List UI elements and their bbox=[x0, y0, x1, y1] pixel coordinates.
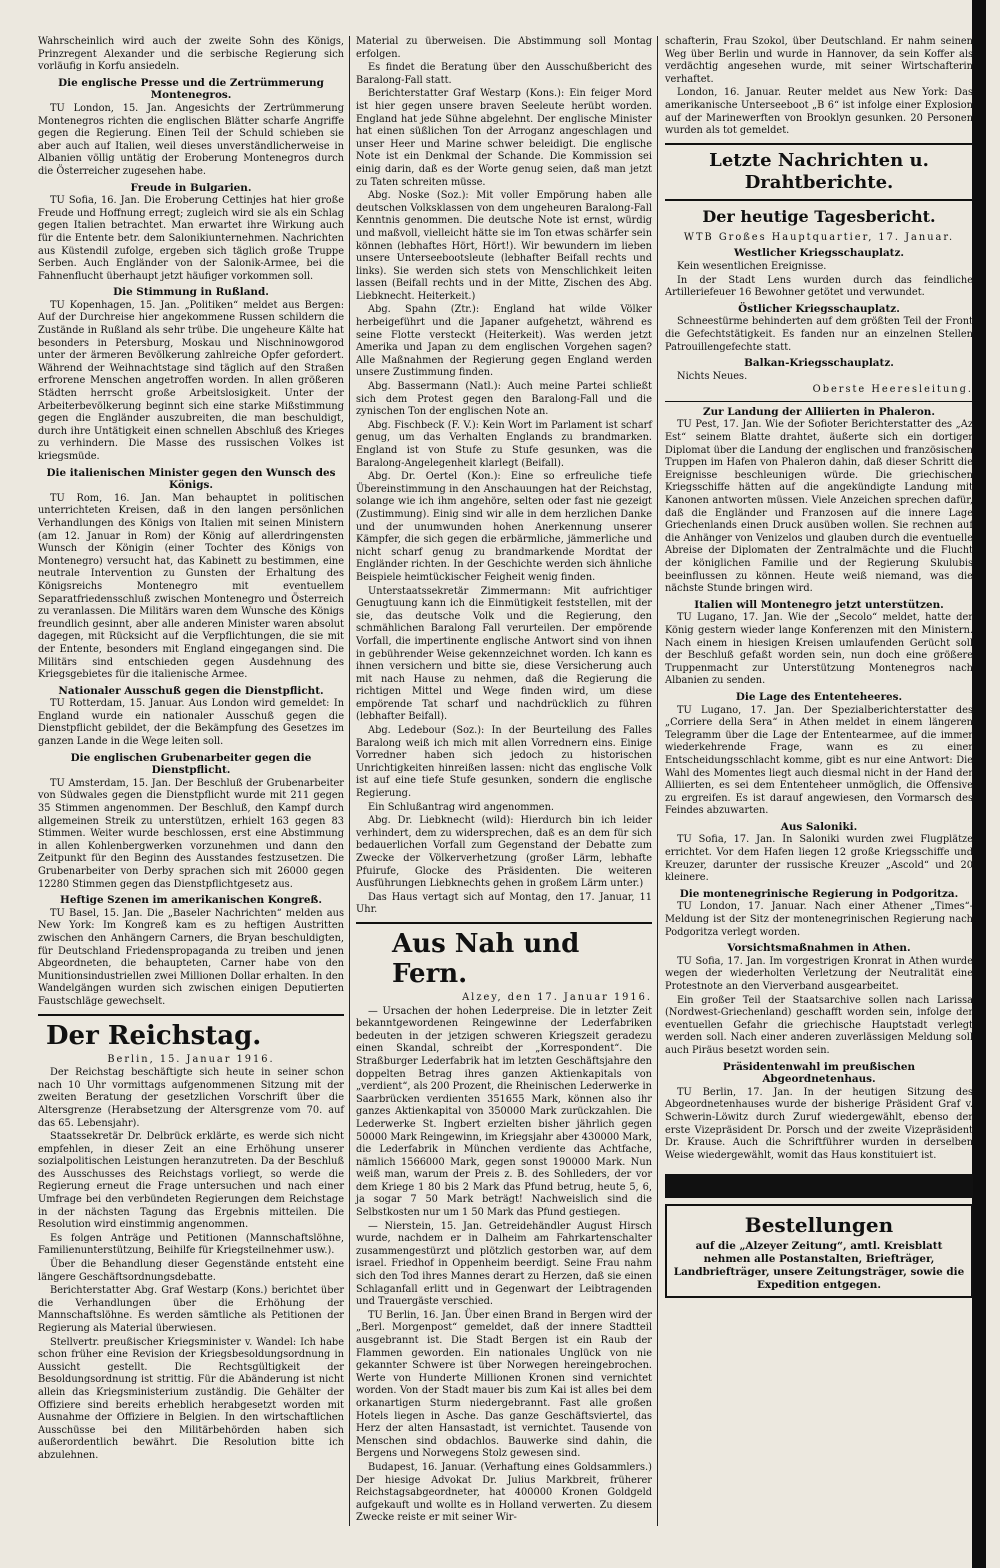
headline: Die Stimmung in Rußland. bbox=[113, 286, 269, 299]
article-text: Über die Behandlung dieser Gegenstände entsteht eine längere Geschäftsordnungsdebatte. bbox=[38, 1259, 344, 1283]
article-text: Abg. Dr. Liebknecht (wild): Hierdurch bin ich leider verhindert, dem zu widersprechen, daß es an dem für sich bedauerlichen Vorfall zum Gegenstand der Debatte zum Zwecke der Völkerverhetzung (großer Lärm, lebhafte Pfuirufe, Glocke des Präsidenten. Die weiteren Ausführungen Liebknechts gehen in großem Lärm unter.) bbox=[356, 815, 652, 890]
article-text: Stellvertr. preußischer Kriegsminister v. Wandel: Ich habe schon früher eine Revision der Kriegsbesoldungsordnung in Aussicht gestellt. Die Rechtsgültigkeit der Besoldungsordnung ist strittig. Für die Abänderung ist nicht allein das Kriegsministerium zuständig. Die Gehälter der Offiziere sind bereits erheblich herabgesetzt worden mit Ausnahme der Offiziere in Belgien. In den wirtschaftlichen Ausschüsse bei den Militärbehörden haben sich außerordentlich bewährt. Die Resolution bitte ich abzulehnen. bbox=[38, 1336, 344, 1461]
article-text: TU Sofia, 17. Jan. Im vorgestrigen Kronrat in Athen wurde wegen der wiederholten Verletzung der Neutralität eine Protestnote an den Vierverband ausgearbeitet. bbox=[665, 955, 973, 992]
article-text: Unterstaatssekretär Zimmermann: Mit aufrichtiger Genugtuung kann ich die Einmütigkeit feststellen, mit der sie, das deutsche Volk und die Regierung, den schmählichen Baralong Fall verurteilen. Der empörende Vorfall, die impertinente englische Antwort sind von ihnen in gebührender Weise gekennzeichnet worden. Ich kann es ihnen versichern und bitte sie, diese Versicherung auch mit nach Hause zu nehmen, daß die Regierung die richtigen Mittel und Wege finden wird, um diese empörende Tat scharf und nachdrücklich zu führen (lebhafter Beifall). bbox=[356, 585, 652, 723]
article-text: — Nierstein, 15. Jan. Getreidehändler August Hirsch wurde, nachdem er in Dalheim am Fahrkartenschalter zusammengestürzt und plötzlich gestorben war, auf dem israel. Friedhof in Oppenheim beerdigt. Seine Frau nahm sich den Tod ihres Mannes derart zu Herzen, daß sie einen Schlaganfall erlitt und in Gegenwart der Leibtragenden und Trauergäste verschied. bbox=[356, 1220, 652, 1308]
article-text: Der Reichstag beschäftigte sich heute in seiner schon nach 10 Uhr vormittags aufgenommenen Sitzung mit der zweiten Beratung der gesetzlichen Vorschrift über die Altersgrenze (Herabsetzung der Altersgrenze vom 70. auf das 65. Lebensjahr). bbox=[38, 1067, 344, 1129]
headline: Die Lage des Ententeheeres. bbox=[735, 690, 903, 703]
section-title-tagesbericht: Der heutige Tagesbericht. bbox=[702, 206, 936, 226]
section-divider bbox=[665, 199, 973, 201]
headline: Aus Saloniki. bbox=[780, 820, 858, 833]
article-text: — Ursachen der hohen Lederpreise. Die in letzter Zeit bekanntgewordenen Reingewinne der Lederfabriken bedeuten in der jetzigen schweren Kriegszeit geradezu einen Skandal, schreibt der „Korrespondent“. Die Straßburger Lederfabrik hat im letzten Geschäftsjahre den doppelten Betrag ihres ganzen Aktienkapitals von „verdient“, als 200 Prozent, die Rheinischen Lederwerke in Saarbrücken verdienten 351655 Mark, können also ihr ganzes Aktienkapital von 350000 Mark zurückzahlen. Die Lederwerke St. Ingbert erzielten bisher jährlich gegen 50000 Mark Reingewinn, im Kriegsjahr aber 430000 Mark, die Lederfabrik in München verdiente das Achtfache, nämlich 1566000 Mark, gegen sonst 190000 Mark. Nun weiß man, warum der Preis z. B. des Sohlleders, der vor dem Kriege 1 80 bis 2 Mark das Pfund betrug, heute 5, 6, ja sogar 7 50 Mark beträgt! Nachweislich sind die Selbstkosten nur um 1 50 Mark das Pfund gestiegen. bbox=[356, 1005, 652, 1219]
headline: Freude in Bulgarien. bbox=[130, 181, 252, 194]
section-divider bbox=[665, 401, 973, 402]
article-text: TU Berlin, 17. Jan. In der heutigen Sitzung des Abgeordnetenhauses wurde der bisherige Präsident Graf v. Schwerin-Löwitz durch Zuruf wiedergewählt, ebenso der erste Vizepräsident Dr. Porsch und der zweite Vizepräsident Dr. Krause. Auch die Schriftführer wurden in derselben Weise wiedergewählt, womit das Haus konstituiert ist. bbox=[665, 1086, 973, 1161]
page-edge bbox=[972, 0, 986, 1568]
article-text: Es folgen Anträge und Petitionen (Mannschaftslöhne, Familienunterstützung, Beihilfe für Kriegsteilnehmer usw.). bbox=[38, 1232, 344, 1257]
article-text: TU Pest, 17. Jan. Wie der Sofioter Berichterstatter des „Az Est“ seinem Blatte drahtet, äußerte sich ein dortiger Diplomat über die Landung der englischen und französischen Truppen im Hafen von Phaleron dahin, daß dieser Schritt die Ereignisse beschleunigen würde. Die griechischen Kriegsschiffe hätten auf die angekündigte Landung mit Kanonen antworten müssen. Viele Anzeichen sprechen dafür, daß die Engländer und Franzosen auf die innere Lage Griechenlands einen Druck ausüben wollen. Sie rechnen auf die Anhänger von Venizelos und glauben durch die eventuelle Abreise der Diplomaten der Zentralmächte und die Flucht der königlichen Familie und der Regierung Skulubis beeinflussen zu können. Heute weiß niemand, was die nächste Stunde bringen wird. bbox=[665, 419, 973, 595]
section-divider bbox=[356, 922, 652, 924]
article-text: Berichterstatter Graf Westarp (Kons.): Ein feiger Mord ist hier gegen unsere braven Seeleute herübt worden. England hat jede Sühne abgelehnt. Der englische Minister hat einen süßlichen Ton der Arroganz angeschlagen und unser Heer und Marine schwer beleidigt. Die englische Note ist ein Denkmal der Schande. Die Kommission sei einig darin, daß es der Worte genug seien, daß man jetzt zu Taten schreiten müsse. bbox=[356, 88, 652, 188]
article-text: TU Rotterdam, 15. Januar. Aus London wird gemeldet: In England wurde ein nationaler Ausschuß gegen die Dienstpflicht gebildet, der die Bekämpfung des Gesetzes im ganzen Lande in die Wege leiten soll. bbox=[38, 698, 344, 748]
headline: Die montenegrinische Regierung in Podgoritza. bbox=[679, 887, 959, 900]
column-middle bbox=[356, 36, 652, 1526]
article-text: In der Stadt Lens wurden durch das feindliche Artilleriefeuer 16 Bewohner getötet und verwundet. bbox=[665, 274, 973, 299]
dateline: Berlin, 15. Januar 1916. bbox=[107, 1053, 275, 1065]
dateline: Alzey, den 17. Januar 1916. bbox=[462, 991, 652, 1003]
column-left bbox=[38, 36, 344, 1464]
article-text: TU Amsterdam, 15. Jan. Der Beschluß der Grubenarbeiter von Südwales gegen die Dienstpflicht wurde mit 211 gegen 35 Stimmen angenommen. Der Beschluß, den Kampf durch allgemeinen Streik zu unterstützen, erhielt 163 gegen 83 Stimmen. Weiter wurde beschlossen, erst eine Abstimmung in allen Kohlenbergwerken vorzunehmen und dann den Zeitpunkt für den Beginn des Ausstandes festzusetzen. Die Grubenarbeiter von Derby sprachen sich mit 26000 gegen 12280 Stimmen gegen das Dienstpflichtgesetz aus. bbox=[38, 777, 344, 890]
article-text: Abg. Noske (Soz.): Mit voller Empörung haben alle deutschen Volksklassen von dem ungeheuren Baralong-Fall Kenntnis genommen. Die deutsche Note ist ernst, würdig und maßvoll, vielleicht hätte sie im Ton etwas schärfer sein können (lebhaftes Hört, Hört!). Wir bewundern im lieben unsere Unterseebootsleute (lebhafter Beifall rechts und links). Sie werden sich stets von Menschlichkeit leiten lassen (Beifall rechts und in der Mitte, Zischen des Abg. Liebknecht. Heiterkeit.) bbox=[356, 190, 652, 302]
article-text: Es findet die Beratung über den Ausschußbericht des Baralong-Fall statt. bbox=[356, 62, 652, 86]
headline: Präsidentenwahl im preußischen Abgeordnetenhaus. bbox=[722, 1060, 916, 1086]
article-text: TU Lugano, 17. Jan. Wie der „Secolo“ meldet, hatte der König gestern wieder lange Konferenzen mit den Ministern. Nach einem in hiesigen Kreisen umlaufenden Gerücht soll der Beschluß gefaßt worden sein, nun doch eine größere Truppenmacht zur Unterstützung Montenegros nach Albanien zu senden. bbox=[665, 612, 973, 687]
column-rule bbox=[349, 36, 350, 1526]
article-text: schafterin, Frau Szokol, über Deutschland. Er nahm seinen Weg über Berlin und wurde in Hannover, da sein Koffer als verdächtig angesehen wurde, mit seiner Wirtschafterin verhaftet. bbox=[665, 36, 973, 85]
article-text: Budapest, 16. Januar. (Verhaftung eines Goldsammlers.) Der hiesige Advokat Dr. Julius Markbreit, früherer Reichstagsabgeordneter, hat 400000 Kronen Goldgeld aufgekauft und wollte es in Holland verwerten. Zu diesem Zwecke reiste er mit seiner Wir- bbox=[356, 1461, 652, 1524]
signature: Oberste Heeresleitung. bbox=[812, 384, 973, 396]
article-text: TU Lugano, 17. Jan. Der Spezialberichterstatter des „Corriere della Sera“ in Athen meldet in einem längeren Telegramm über die Lage der Ententearmee, auf die immer wiederkehrende Frage, wann es zu einer Entscheidungsschlacht komme, gibt es nur eine Antwort: Die Wahl des Momentes liegt auch diesmal nicht in der Hand der Alliierten, es sei dem Ententeheer unmöglich, die Offensive zu ergreifen. Es ist darauf angewiesen, den Vormarsch des Feindes abzuwarten. bbox=[665, 704, 973, 817]
headline: Nationaler Ausschuß gegen die Dienstpflicht. bbox=[58, 684, 324, 697]
headline: Östlicher Kriegsschauplatz. bbox=[738, 302, 900, 315]
section-title-reichstag: Der Reichstag. bbox=[46, 1020, 262, 1051]
article-text: TU London, 17. Januar. Nach einer Athener „Times“-Meldung ist der Sitz der montenegrinischen Regierung nach Podgoritza verlegt worden. bbox=[665, 901, 973, 938]
headline: Die englischen Grubenarbeiter gegen die Dienstpflicht. bbox=[70, 751, 312, 777]
article-text: Kein wesentlichen Ereignisse. bbox=[677, 260, 827, 272]
article-text: Berichterstatter Abg. Graf Westarp (Kons.) berichtet über die Verhandlungen über die Erhöhung der Mannschaftslöhne. Es werden sämtliche als Petitionen der Regierung als Material überwiesen. bbox=[38, 1285, 344, 1334]
headline: Die englische Presse und die Zertrümmerung Montenegros. bbox=[58, 76, 324, 102]
article-text: TU Sofia, 17. Jan. In Saloniki wurden zwei Flugplätze errichtet. Vor dem Hafen liegen 12 große Kriegsschiffe und Kreuzer, darunter der russische Kreuzer „Ascold“ und 20 kleinere. bbox=[665, 834, 973, 884]
article-text: TU Kopenhagen, 15. Jan. „Politiken“ meldet aus Bergen: Auf der Durchreise hier angekommene Russen schildern die Zustände in Rußland als sehr trübe. Die ungeheure Kälte hat besonders in Petersburg, Moskau und Nischninowgorod unter der ärmeren Bevölkerung zahlreiche Opfer gefordert. Während der Weihnachtstage sind täglich auf den Straßen erfrorene Menschen angetroffen worden. In allen größeren Städten herrscht große Arbeitslosigkeit. Unter der Arbeiterbevölkerung beginnt sich eine starke Mißstimmung gegen die Engländer auszubreiten, die man beschuldigt, durch ihre Untätigkeit einen schnellen Abschluß des Krieges zu verhindern. Die Masse des russischen Volkes ist kriegsmüde. bbox=[38, 299, 344, 462]
subscription-title: Bestellungen bbox=[744, 1213, 894, 1238]
article-text: Abg. Spahn (Ztr.): England hat wilde Völker herbeigeführt und die Japaner aufgehetzt, während es seine Flotte versteckt (Heiterkeit). Was werden jetzt Amerika und Japan zu dem englischen Vorgehen sagen? Alle Maßnahmen der Regierung gegen England werden unsere Zustimmung finden. bbox=[356, 304, 652, 379]
headline: Heftige Szenen im amerikanischen Kongreß. bbox=[60, 894, 322, 907]
section-divider bbox=[665, 143, 973, 145]
dateline: WTB Großes Hauptquartier, 17. Januar. bbox=[683, 231, 955, 243]
article-text: Wahrscheinlich wird auch der zweite Sohn des Königs, Prinzregent Alexander und die serbische Regierung sich vorläufig in Korfu ansiedeln. bbox=[38, 36, 344, 73]
article-text: TU Basel, 15. Jan. Die „Baseler Nachrichten“ melden aus New York: Im Kongreß kam es zu heftigen Austritten zwischen den Anhängern Carners, die Bryan beschuldigten, für Deutschland Friedenspropaganda zu treiben und jenen Abgeordneten, die behaupteten, Carner habe von den Munitionsindustriellen zwei Millionen Dollar erhalten. In den Wandelgängen wurden sich zwischen einigen Deputierten Faustschläge gewechselt. bbox=[38, 907, 344, 1007]
section-title-aus-nah-und-fern: Aus Nah und Fern. bbox=[392, 928, 580, 989]
article-text: Staatssekretär Dr. Delbrück erklärte, es werde sich nicht empfehlen, in dieser Zeit an eine Erhöhung unserer sozialpolitischen Leistungen heranzutreten. Da der Beschluß des Ausschusses des Reichstags vorliegt, so werde die Regierung erneut die Frage untersuchen und nach einer Umfrage bei den verbündeten Regierungen dem Reichstage in der nächsten Tagung das Ergebnis mitteilen. Die Resolution wird einstimmig angenommen. bbox=[38, 1131, 344, 1231]
article-text: Abg. Fischbeck (F. V.): Kein Wort im Parlament ist scharf genug, um das Verhalten Englands zu brandmarken. England ist von Stufe zu Stufe gesunken, was die Baralong-Angelegenheit klarlegt (Beifall). bbox=[356, 419, 652, 469]
article-text: TU London, 15. Jan. Angesichts der Zertrümmerung Montenegros richten die englischen Blätter scharfe Angriffe gegen die Regierung. Einen Teil der Schuld schieben sie aber auch auf Italien, weil dieses unverständlicherweise in Albanien völlig untätig der Eroberung Montenegros durch die Österreicher zugesehen habe. bbox=[38, 102, 344, 177]
headline: Westlicher Kriegsschauplatz. bbox=[733, 247, 905, 260]
subscription-box bbox=[665, 1204, 973, 1298]
article-text: Abg. Ledebour (Soz.): In der Beurteilung des Falles Baralong weiß ich mich mit allen Vorrednern eins. Einige Vorredner haben sich jedoch zu historischen Unrichtigkeiten hinreißen lassen: nicht das englische Volk ist auf eine tiefe Stufe gesunken, sondern die englische Regierung. bbox=[356, 725, 652, 800]
column-rule bbox=[657, 36, 658, 1526]
article-text: Schneestürme behinderten auf dem größten Teil der Front die Gefechtstätigkeit. Es fanden nur an einzelnen Stellen Patrouillengefechte statt. bbox=[665, 316, 973, 353]
headline: Italien will Montenegro jetzt unterstützen. bbox=[694, 598, 944, 611]
article-text: Abg. Bassermann (Natl.): Auch meine Partei schließt sich dem Protest gegen den Baralong-Fall und die zynischen Ton der englischen Note an. bbox=[356, 381, 652, 418]
article-text: TU Berlin, 16. Jan. Über einen Brand in Bergen wird der „Berl. Morgenpost“ gemeldet, daß der innere Stadtteil ausgebrannt ist. Die Stadt Bergen ist ein Raub der Flammen geworden. Ein nationales Unglück von nie gekannter Schwere ist über Norwegen hereingebrochen. Werte von Hunderte Millionen Kronen sind vernichtet worden. Von der Stadt mauer bis zum Kai ist alles bei dem orkanartigen Sturm niedergebrannt. Fast alle großen Hotels liegen in Asche. Das ganze Geschäftsviertel, das Herz der alten Hansastadt, ist vernichtet. Tausende von Menschen sind obdachlos. Bauwerke sind dahin, die Bergens und Norwegens Stolz gewesen sind. bbox=[356, 1309, 652, 1460]
headline: Zur Landung der Alliierten in Phaleron. bbox=[703, 405, 935, 418]
article-text: London, 16. Januar. Reuter meldet aus New York: Das amerikanische Unterseeboot „B 6“ ist infolge einer Explosion auf der Marinewerften von Brooklyn gesunken. 20 Personen wurden als tot gemeldet. bbox=[665, 87, 973, 137]
headline: Balkan-Kriegsschauplatz. bbox=[744, 357, 894, 370]
headline: Die italienischen Minister gegen den Wunsch des Königs. bbox=[46, 466, 336, 492]
section-divider bbox=[38, 1014, 344, 1016]
headline: Vorsichtsmaßnahmen in Athen. bbox=[727, 942, 911, 955]
section-title-letzte-nachrichten: Letzte Nachrichten u. Drahtberichte. bbox=[709, 149, 929, 193]
article-text: Ein Schlußantrag wird angenommen. bbox=[368, 801, 555, 813]
article-text: TU Rom, 16. Jan. Man behauptet in politischen unterrichteten Kreisen, daß in den langen persönlichen Verhandlungen des Königs von Italien mit seinen Ministern (am 12. Januar in Rom) der König auf allerdringensten Wunsch der Königin (einer Tochter des Königs von Montenegro) versucht hat, das Kabinett zu bestimmen, eine neutrale Intervention zu Gunsten der Erhaltung des Königsreichs Montenegro mit eventuellem Separatfriedensschluß zwischen Montenegro und Österreich zu veranlassen. Die Militärs waren dem Wunsche des Königs freundlich gesinnt, aber alle anderen Minister waren absolut dagegen, mit Rücksicht auf die Verpflichtungen, die sie mit der Entente, besonders mit England eingegangen sind. Die Militärs sind entschieden gegen Ausdehnung des Kriegsgebietes für die italienische Armee. bbox=[38, 492, 344, 681]
black-bar bbox=[665, 1174, 973, 1198]
article-text: Nichts Neues. bbox=[677, 370, 748, 382]
article-text: TU Sofia, 16. Jan. Die Eroberung Cettinjes hat hier große Freude und Hoffnung erregt; zugleich wird sie als ein Schlag gegen Italien betrachtet. Man erwartet ihre Wirkung auch für die Entente betr. dem Salonikiunternehmen. Nachrichten aus Küstendil zufolge, ergeben sich täglich große Truppe Serben. Auch Engländer von der Salonik-Armee, bei die Fahnenflucht überhaupt jetzt häufiger vorkommen soll. bbox=[38, 195, 344, 282]
article-text: Ein großer Teil der Staatsarchive sollen nach Larissa (Nordwest-Griechenland) geschafft worden sein, infolge der eventuellen Gefahr die griechische Hauptstadt verlegt werden soll. Nach einer anderen zuverlässigen Meldung soll auch Piräus besetzt worden sein. bbox=[665, 994, 973, 1056]
article-text: Material zu überweisen. Die Abstimmung soll Montag erfolgen. bbox=[356, 36, 652, 60]
article-text: Abg. Dr. Oertel (Kon.): Eine so erfreuliche tiefe Übereinstimmung in den Anschauungen hat der Reichstag, solange wie ich ihm angehöre, selten oder fast nie gezeigt (Zustimmung). Einig sind wir alle in dem herzlichen Danke und der unumwunden hohen Anerkennung unserer Kämpfer, die sich gegen die erbärmliche, jämmerliche und nicht scharf genug zu brandmarkende Mordtat der Engländer richten. In der Geschichte werden sich ähnliche Beispiele heimtückischer Feigheit wenig finden. bbox=[356, 471, 652, 583]
column-right bbox=[665, 36, 973, 1298]
article-text: Das Haus vertagt sich auf Montag, den 17. Januar, 11 Uhr. bbox=[356, 891, 652, 916]
subscription-text: auf die „Alzeyer Zeitung“, amtl. Kreisblatt nehmen alle Postanstalten, Briefträger, Landbriefträger, unsere Zeitungsträger, sowie die Expedition entgegen. bbox=[673, 1240, 965, 1292]
